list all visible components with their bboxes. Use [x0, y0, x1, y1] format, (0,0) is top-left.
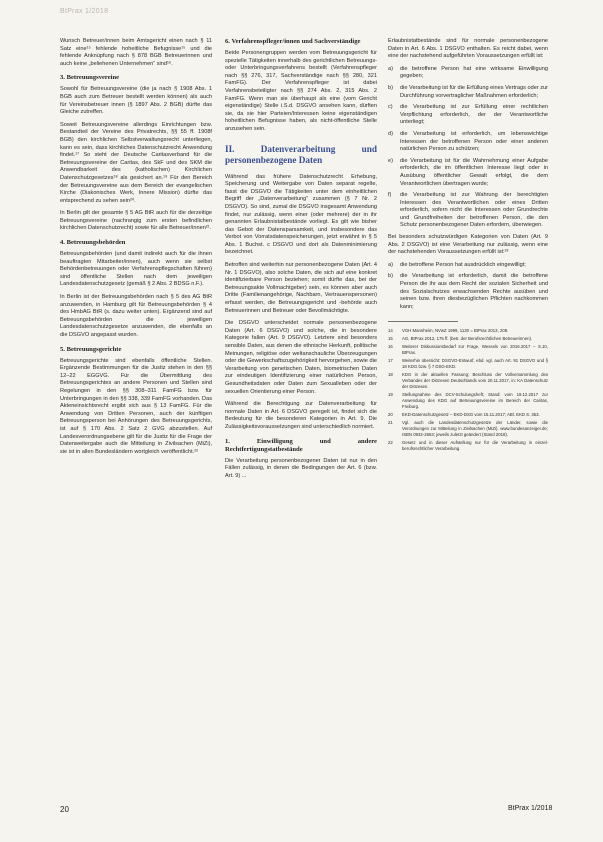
list-marker: a): [388, 261, 393, 268]
footnote-number: 20: [388, 412, 393, 418]
footnote: [388, 328, 548, 334]
footnote-text: AG, BtPrax 2012, 175 ff. (betr. der Berufsrechtlichen Betreuerinnen).: [402, 336, 533, 342]
list-text: die Verarbeitung ist zur Wahrung der berechtigten Interessen des Verantwortlichen oder eines Dritten erforderlich, sofern nicht die Interessen oder Grundrechte und Grundfreiheiten der betroffenen Person, die den Schutz personenbezogener Daten erfordern, überwiegen.: [400, 192, 548, 229]
footnote: [388, 358, 548, 370]
list-text: die betroffene Person hat eine wirksame Einwilligung gegeben;: [400, 65, 548, 80]
footnote-text: KDG in der aktuellen Fassung; Beschluss der Vollversammlung des Verbandes der Diözesen Deutschlands vom 20.11.2017, in: KA Datenschutz der Diözesen.: [402, 372, 548, 390]
footnote: [388, 412, 548, 418]
footnote-text: Gesetz und in dieser Aufstellung nur für die Verarbeitung in einzel-berufsrechtlicher Verarbeitung.: [402, 440, 548, 452]
journal-issue: BtPrax 1/2018: [508, 805, 553, 812]
paragraph: Wunsch Betreuer/innen beim Amtsgericht einen nach § 11 Satz eine¹⁵ fehlende hoheitliche Befugnisse¹⁵ und die fehlende Anknüpfung nach § 878 BGB Betreuerinnen und auch keine „beliehenen Unternehmen“ sind¹⁶.: [60, 38, 212, 67]
paragraph: Beide Personengruppen werden vom Betreuungsgericht für spezielle Tätigkeiten innerhalb des gerichtlichen Betreuungs- oder Unterbringungsverfahrens bestellt (Verfahrenspfleger nach §§ 276, 317, Sachverständige nach §§ 280, 321 FamFG). Der Verfahrenspfleger ist dabei Verfahrensbeteiligter nach §§ 274 Abs. 2, 315 Abs. 2 FamFG. Wenn man sie überhaupt als eine (vom Gericht eigenständige) Stelle i.S.d. DSGVO ansehen kann, dürften sie, da sie hier Parteien/Interessen keine eigenständigen hoheitlichen Befugnisse haben, als nicht-öffentliche Stelle anzusehen sein.: [225, 50, 377, 132]
list-item: [388, 262, 548, 270]
list-text: die Verarbeitung ist erforderlich, um lebenswichtige Interessen der betroffenen Person oder einer anderen natürlichen Person zu schützen;: [400, 130, 548, 153]
list-conditions-art9: [388, 262, 548, 312]
list-item: [388, 192, 548, 230]
list-item: [388, 273, 548, 311]
paragraph: Die DSGVO unterscheidet normale personenbezogene Daten (Art. 6 DSGVO) und solche, die in besondere Kategorie fallen (Art. 9 DSGVO). Letztere sind besonders sensible Daten, aus denen die ethnische Herkunft, politische Meinungen, religiöse oder weltanschauliche Überzeugungen oder die Gewerkschaftszugehörigkeit hervorgehen, sowie die Verarbeitung von genetischen Daten, biometrischen Daten zur eindeutigen Identifizierung einer natürlichen Person, Gesundheitsdaten oder Daten zum Sexualleben oder der sexuellen Orientierung einer Person.: [225, 320, 377, 395]
page-number: 20: [60, 805, 69, 814]
chapter-heading: II. Datenverarbeitung und personenbezogene Daten: [225, 143, 377, 165]
footnote-number: 18: [388, 372, 393, 378]
paragraph: Soweit Betreuungsvereine allerdings Einrichtungen bzw. Bestandteil der Vereine des Privatrechts, §§ 55 ff. 1908f BGB) den kirchlichen Selbstverwaltungsrecht unterliegen, kann es sein, dass kirchliches Datenschutzrecht Anwendung findet.¹⁷ So steht der Deutsche Caritasverband für die Betreuungsvereine der Caritas, des SkF und des SKM die Anwendbarkeit des (katholischen) Kirchlichen Datenschutzgesetzes¹⁸ als gesichert an.¹⁹ Für den Bereich der Betreuungsvereine aus dem Bereich der evangelischen Kirche (Diakonisches Werk, Innere Mission) dürfte das entsprechend zu sehen sein²⁰.: [60, 121, 212, 204]
running-header: BtPrax 1/2018: [60, 8, 109, 15]
footnote-number: 14: [388, 328, 393, 334]
footnote-text: Weiterer Diskussionsbedarf zur Frage, Wessels von 2016.2017 – S.10, BtPrax.: [402, 344, 548, 356]
list-conditions-art6: [388, 66, 548, 230]
section-heading: 1. Einwilligung und andere Rechtfertigungstatbestände: [225, 437, 377, 453]
list-item: [388, 131, 548, 154]
list-marker: a): [388, 65, 393, 72]
list-marker: d): [388, 130, 393, 137]
footnote-number: 17: [388, 358, 393, 364]
footnote-text: EKD-Datenschutzgesetz – EKD-DSG vom 15.11.2017; ABl. EKD S. 353.: [402, 412, 540, 418]
footnote-text: Stellungnahme des DCV-Schulungsheft; Stand: vom 19.12.2017 zur Anwendung des KDG auf Betreuungsvereine im Bereich der Caritas, Freiburg.: [402, 392, 548, 410]
section-heading: 4. Betreuungsbehörden: [60, 239, 126, 247]
footnotes: [388, 328, 548, 452]
list-text: die betroffene Person hat ausdrücklich eingewilligt;: [400, 261, 526, 268]
footnote-text: VGH Mannheim, NVwZ 1999, 1130 = BtPrax 2013, 208.: [402, 328, 509, 334]
paragraph: Betreuungsbehörden (und damit indirekt auch für die ihnen beauftragten Mitarbeiter/innen), auch wenn sie selbst Behördenbetreuungen oder Verfahrenspflegschaften führen) sind öffentliche Stellen nach dem jeweiligen Landesdatenschutzgesetz (gemäß § 2 Abs. 2 BDSG n.F.).: [60, 251, 212, 288]
paragraph: Betroffen sind weiterhin nur personenbezogene Daten (Art. 4 Nr. 1 DSGVO), also solche Daten, die sich auf eine konkret identifizierbare Person beziehen; somit dürfte das, bei der Betreuungsakte Vollmachtgeber) sein, es können aber auch Dritte (Familienangehörige, Nachbarn, Vertrauenspersonen) erfasst werden, die Betreuungsgericht und -behörde auch Betreuerinnen und Betreuer oder Bevollmächtigte.: [225, 262, 377, 314]
paragraph: Sowohl für Betreuungsvereine (die ja nach § 1908 Abs. 1 BGB auch zum Betreuer bestellt werden können) als auch für Vereinsbetreuer innen (§ 1897 Abs. 2 BGB) dürfte das Gleiche zutreffen.: [60, 86, 212, 116]
footnote-number: 19: [388, 392, 393, 398]
footnote: [388, 420, 548, 438]
footnote-text: Weiterhin übersicht: DSGVO-Entwurf, ebd. vgl. auch Art. 91 DSGVO und § 18 KDG bzw. § 7 DSG-EKD.: [402, 358, 548, 370]
section-heading: 5. Betreuungsgerichte: [60, 345, 122, 353]
footnote: [388, 392, 548, 410]
paragraph: In Berlin ist der Betreuungsbehörden nach § 5 des AG BtR anzuwenden, in Hamburg gilt für Betreuungsbehörden § 4 des HmbAG BtR (s. dazu weiter unten). Ergänzend sind auf Betreuungsbehörden die jeweiligen Landesdatenschutzgesetze anzuwenden, die ebenfalls an die DSGVO angepasst wurden.: [60, 294, 212, 338]
list-text: die Verarbeitung ist erforderlich, damit die betroffene Person die ihr aus dem Recht der sozialen Sicherheit und des Sozialschutzes erwachsenden Rechte ausüben und seinen bzw. ihren diesbezüglichen Pflichten nachkommen kann;: [400, 273, 548, 310]
section-heading: 3. Betreuungsvereine: [60, 74, 120, 82]
list-marker: c): [388, 104, 393, 111]
list-marker: e): [388, 157, 393, 164]
list-item: [388, 85, 548, 100]
list-text: die Verarbeitung ist für die Wahrnehmung einer Aufgabe erforderlich, die im öffentlichen Interesse liegt oder in Ausübung öffentlicher Gewalt erfolgt, die dem Verantwortlichen übertragen wurde;: [400, 157, 548, 187]
paragraph: Während die Berechtigung zur Datenverarbeitung für normale Daten in Art. 6 DSGVO geregelt ist, findet sich die Bedeutung für die besonderen Kategorien in Art. 9. Die Zulässigkeitsvoraussetzungen sind unterschiedlich normiert.: [225, 401, 377, 430]
footnote: [388, 336, 548, 342]
list-text: die Verarbeitung ist zur Erfüllung einer rechtlichen Verpflichtung erforderlich, der der Verantwortliche unterliegt;: [400, 104, 548, 126]
footnote: [388, 372, 548, 390]
list-item: [388, 158, 548, 188]
list-text: die Verarbeitung ist für die Erfüllung eines Vertrags oder zur Durchführung vorvertraglicher Maßnahmen erforderlich;: [400, 84, 549, 99]
section-heading: 6. Verfahrenspfleger/innen und Sachverständige: [225, 38, 361, 45]
column-right: [388, 38, 548, 454]
paragraph: In Berlin gilt der gesamte § 5 AG BtR auch für die derzeitige Betreuungsvereine (nachrangig zum ersten befindlichen kirchlichen Datenschutzrecht) sowie für alle Betreuer/innen²¹.: [60, 210, 212, 232]
column-middle: [225, 38, 377, 485]
footnote: [388, 440, 548, 452]
paragraph: Betreuungsgerichte sind ebenfalls öffentliche Stellen. Ergänzende Bestimmungen für die Justiz stehen in den §§ 12–22 EGGVG. Für die Übermittlung des Betreuungsgerichtes an andere Personen und Stellen sind Regelungen in den §§ 308–311 FamFG bzw. für Unterbringungen in den §§ 338, 339 FamFG vorhanden. Das Akteneinsichtsrecht ergibt sich aus § 13 FamFG. Für die Anwendung von Dritten Personen, auch der künftigen Betreuungsperson bei Anhörungen des Betreuungsgerichts, ist auf § 170 Abs. 2 Satz 2 GVG abzustellen. Auf Landesverordnungsebene gilt für die Justiz für die Frage der Datenweitergabe auch die Mitteilung in Zivilsachen (MiZi), sie ist in allen Bundesländern wortgleich veröffentlicht.²²: [60, 357, 212, 455]
footnote-number: 15: [388, 336, 393, 342]
list-marker: f): [388, 192, 392, 199]
column-left: [60, 38, 212, 461]
footnote-number: 21: [388, 420, 393, 426]
paragraph: Die Verarbeitung personenbezogener Daten ist nur in den Fällen zulässig, in denen die Bedingungen der Art. 6 (bzw. Art. 9) ...: [225, 457, 377, 479]
footnote: [388, 344, 548, 356]
footnote-text: Vgl. auch die Landesdatenschutzgesetze der Länder, sowie die Verordnungen zur Mitteilung in Zivilsachen (MiZi). www.bundesanzeiger.de; ISBN 0932-2663; jeweils zuletzt geändert (Stand 2018).: [402, 420, 548, 438]
footnote-number: 22: [388, 440, 393, 446]
footnote-number: 16: [388, 344, 393, 350]
footnote-divider: [388, 321, 458, 322]
paragraph: Bei besonders schutzwürdigen Kategorien von Daten (Art. 9 Abs. 2 DSGVO) ist eine Verarbeitung nur zulässig, wenn eine der nachstehenden Voraussetzungen erfüllt ist:²³: [388, 234, 548, 256]
list-marker: b): [388, 273, 393, 280]
paragraph: Erlaubnistatbestände sind für normale personenbezogene Daten in Art. 6 Abs. 1 DSGVO enthalten. Es reicht dabei, wenn eine der nachstehend aufgeführten Voraussetzungen erfüllt ist:: [388, 38, 548, 60]
paragraph: Während das frühere Datenschutzrecht Erhebung, Speicherung und Weitergabe von Daten separat regelte, fasst die DSGVO die Tätigkeiten unter dem einheitlichen Begriff der „Datenverarbeitung“ zusammen (§ 7 Nr. 2 DSGVO). So sind, zumal die DSGVO insgesamt Anwendung findet, nur zulässig, wenn einer (oder mehrere) der in ihr genannten Erlaubnistatbestände vorliegt. Es gilt wie bisher das Gebot der Datensparsamkeit, und insbesondere das Verbot von Vorratsdatenspeicherungen, jetzt erwähnt in § 5 Abs. 1 Buchst. c DSGVO und dort als Datenminimierung bezeichnet.: [225, 173, 377, 256]
list-item: [388, 66, 548, 81]
list-marker: b): [388, 84, 393, 91]
list-item: [388, 104, 548, 127]
